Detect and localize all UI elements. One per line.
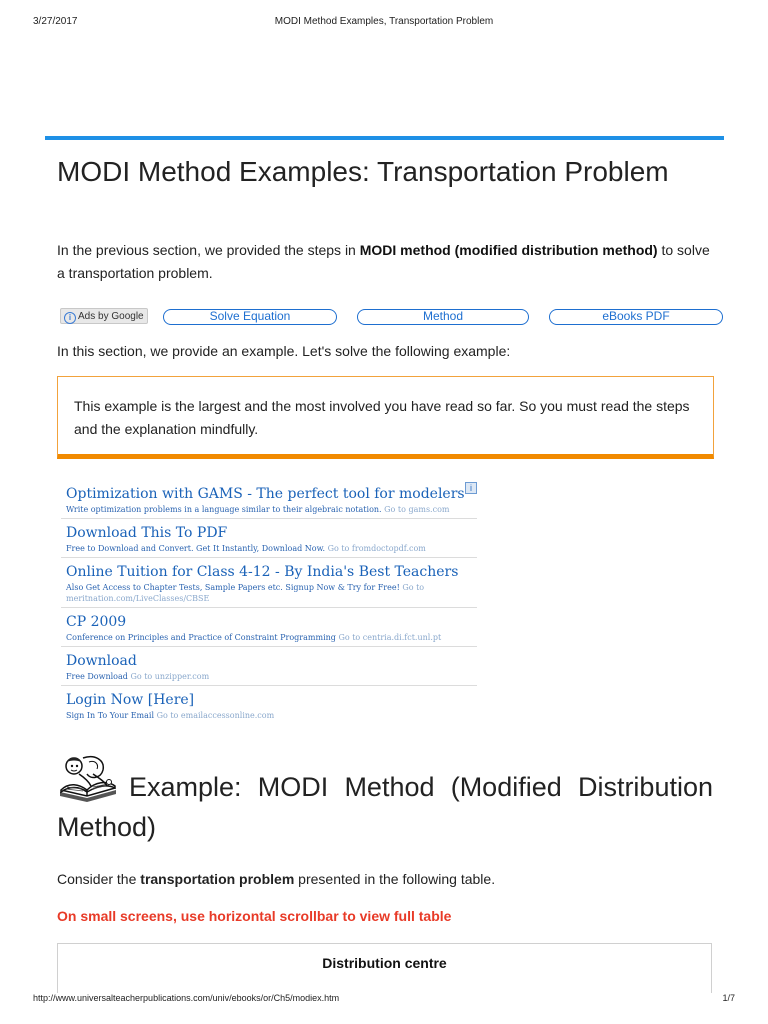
ad-goto-link[interactable]: Go to fromdoctopdf.com	[327, 544, 426, 553]
print-header	[0, 16, 768, 32]
intro-paragraph	[57, 239, 717, 285]
ad-title[interactable]: Download	[66, 653, 137, 669]
ad-title[interactable]: Optimization with GAMS - The perfect tool for modelers	[66, 486, 465, 502]
ad-link-ebooks-pdf[interactable]: eBooks PDF	[549, 309, 723, 325]
ad-desc-text: Conference on Principles and Practice of Constraint Programming	[66, 633, 336, 642]
ad-desc-text: Also Get Access to Chapter Tests, Sample Papers etc. Signup Now & Try for Free!	[66, 583, 400, 592]
ad-link-method[interactable]: Method	[357, 309, 529, 325]
ad-goto-link[interactable]: Go to emailaccessonline.com	[156, 711, 275, 720]
ad-desc-text: Free Download	[66, 672, 128, 681]
intro-text-bold[interactable]: MODI method (modified distribution method)	[359, 242, 658, 258]
print-url: http://www.universalteacherpublications.com/univ/ebooks/or/Ch5/modiex.htm	[33, 993, 340, 1003]
ad-goto-link[interactable]: Go to centria.di.fct.unl.pt	[338, 633, 442, 642]
title-accent-bar	[45, 136, 724, 140]
ad-description	[66, 582, 477, 604]
sponsored-ad-list	[61, 480, 477, 724]
ad-description	[66, 632, 477, 643]
ad-item[interactable]	[61, 558, 477, 608]
ad-description	[66, 504, 477, 515]
ads-link-bar	[60, 307, 724, 329]
info-icon: i	[64, 312, 76, 324]
ads-badge-label: Ads by Google	[78, 311, 144, 322]
print-date: 3/27/2017	[33, 16, 78, 27]
intro-text-after: to solve a transportation problem.	[57, 242, 710, 281]
ad-item[interactable]	[61, 480, 477, 519]
page-title: MODI Method Examples: Transportation Problem	[57, 156, 669, 187]
print-doc-title: MODI Method Examples, Transportation Problem	[274, 16, 494, 27]
ad-description	[66, 671, 477, 682]
scrollbar-warning: On small screens, use horizontal scrollbar to view full table	[57, 908, 452, 924]
ad-item[interactable]	[61, 519, 477, 558]
reading-book-icon	[57, 752, 119, 802]
ad-title[interactable]: Login Now [Here]	[66, 692, 195, 708]
consider-text-after: presented in the following table.	[294, 871, 496, 887]
consider-text-before: Consider the	[57, 871, 141, 887]
ad-item[interactable]	[61, 647, 477, 686]
table-header-distribution-centre: Distribution centre	[322, 955, 447, 971]
note-box	[57, 376, 714, 459]
ad-item[interactable]	[61, 608, 477, 647]
consider-text-bold[interactable]: transportation problem	[140, 871, 295, 887]
ad-desc-text: Free to Download and Convert. Get It Instantly, Download Now.	[66, 544, 326, 553]
lead-paragraph: In this section, we provide an example. Let's solve the following example:	[57, 343, 511, 359]
print-footer	[0, 993, 768, 1009]
ads-by-google-badge[interactable]	[60, 308, 148, 324]
ad-item[interactable]	[61, 686, 477, 724]
ad-desc-text: Write optimization problems in a language similar to their algebraic notation.	[66, 505, 382, 514]
ad-title[interactable]: Download This To PDF	[66, 525, 228, 541]
ad-title[interactable]: Online Tuition for Class 4-12 - By India's Best Teachers	[66, 564, 459, 580]
consider-paragraph	[57, 869, 717, 889]
ad-description	[66, 710, 477, 721]
note-text: This example is the largest and the most involved you have read so far. So you must read the steps and the explanation mindfully.	[74, 398, 690, 437]
example-heading-text: Example: MODI Method (Modified Distribution Method)	[57, 772, 713, 842]
ad-desc-text: Sign In To Your Email	[66, 711, 155, 720]
ad-goto-link[interactable]: Go to unzipper.com	[130, 672, 210, 681]
ad-goto-link[interactable]: Go to meritnation.com/LiveClasses/CBSE	[66, 583, 425, 603]
print-page-number: 1/7	[722, 993, 735, 1003]
ad-link-solve-equation[interactable]: Solve Equation	[163, 309, 337, 325]
example-heading	[57, 752, 713, 847]
ad-goto-link[interactable]: Go to gams.com	[384, 505, 450, 514]
adchoices-info-icon[interactable]: i	[465, 482, 477, 494]
ad-description	[66, 543, 477, 554]
intro-text-before: In the previous section, we provided the steps in	[57, 242, 360, 258]
ad-title[interactable]: CP 2009	[66, 614, 127, 630]
